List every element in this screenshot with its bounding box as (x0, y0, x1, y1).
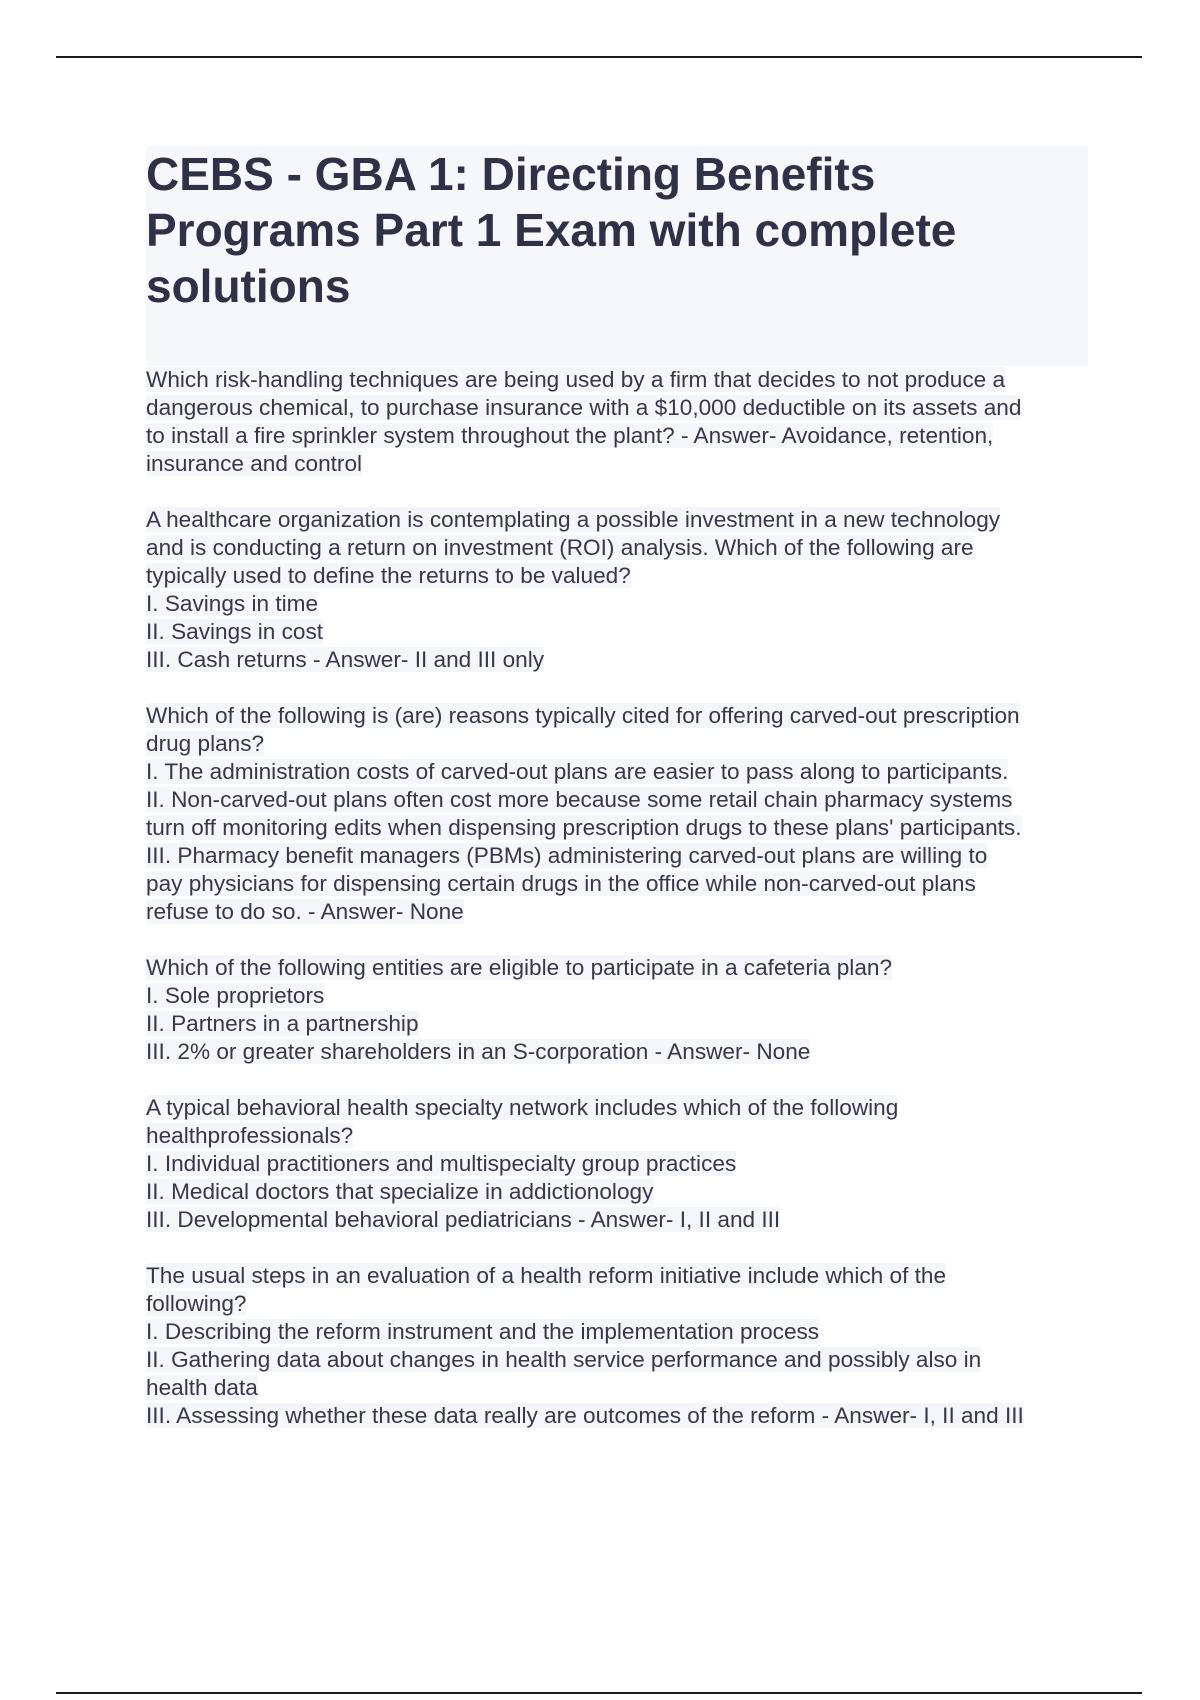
text-line: and is conducting a return on investment (ROI) analysis. Which of the following are (146, 535, 974, 560)
text-line: refuse to do so. - Answer- None (146, 899, 464, 924)
document-body (146, 366, 1092, 1458)
text-line: III. Assessing whether these data really are outcomes of the reform - Answer- I, II and III (146, 1403, 1024, 1428)
text-line: drug plans? (146, 731, 265, 756)
text-line: dangerous chemical, to purchase insurance with a $10,000 deductible on its assets and (146, 395, 1022, 420)
text-line: II. Gathering data about changes in health service performance and possibly also in (146, 1347, 982, 1372)
text-line: II. Savings in cost (146, 619, 324, 644)
text-line: II. Partners in a partnership (146, 1011, 419, 1036)
text-line: III. Cash returns - Answer- II and III only (146, 647, 545, 672)
text-line: health data (146, 1375, 258, 1400)
question-2 (146, 506, 1092, 674)
text-line: A healthcare organization is contemplating a possible investment in a new technology (146, 507, 1001, 532)
text-line: A typical behavioral health specialty network includes which of the following (146, 1095, 899, 1120)
question-6 (146, 1262, 1092, 1430)
text-line: III. Pharmacy benefit managers (PBMs) administering carved-out plans are willing to (146, 843, 988, 868)
text-line: III. 2% or greater shareholders in an S-corporation - Answer- None (146, 1039, 811, 1064)
text-line: I. Individual practitioners and multispecialty group practices (146, 1151, 737, 1176)
text-line: to install a fire sprinkler system throughout the plant? - Answer- Avoidance, retention, (146, 423, 994, 448)
text-line: II. Medical doctors that specialize in addictionology (146, 1179, 654, 1204)
page-title: CEBS - GBA 1: Directing Benefits Programs Part 1 Exam with complete solutions (146, 148, 957, 312)
question-5 (146, 1094, 1092, 1234)
question-4 (146, 954, 1092, 1066)
bottom-rule (56, 1692, 1142, 1694)
text-line: Which of the following entities are eligible to participate in a cafeteria plan? (146, 955, 893, 980)
text-line: following? (146, 1291, 247, 1316)
text-line: turn off monitoring edits when dispensing prescription drugs to these plans' participants. (146, 815, 1022, 840)
text-line: The usual steps in an evaluation of a health reform initiative include which of the (146, 1263, 947, 1288)
text-line: I. Sole proprietors (146, 983, 325, 1008)
text-line: Which of the following is (are) reasons typically cited for offering carved-out prescription (146, 703, 1020, 728)
text-line: pay physicians for dispensing certain drugs in the office while non-carved-out plans (146, 871, 976, 896)
text-line: I. Savings in time (146, 591, 319, 616)
text-line: insurance and control (146, 451, 363, 476)
text-line: I. The administration costs of carved-out plans are easier to pass along to participants. (146, 759, 1009, 784)
text-line: I. Describing the reform instrument and the implementation process (146, 1319, 820, 1344)
question-3 (146, 702, 1092, 926)
top-rule (56, 56, 1142, 58)
text-line: II. Non-carved-out plans often cost more because some retail chain pharmacy systems (146, 787, 1013, 812)
title-block (146, 146, 1088, 366)
question-1 (146, 366, 1092, 478)
text-line: III. Developmental behavioral pediatricians - Answer- I, II and III (146, 1207, 781, 1232)
text-line: healthprofessionals? (146, 1123, 354, 1148)
text-line: Which risk-handling techniques are being used by a firm that decides to not produce a (146, 367, 1006, 392)
text-line: typically used to define the returns to be valued? (146, 563, 631, 588)
